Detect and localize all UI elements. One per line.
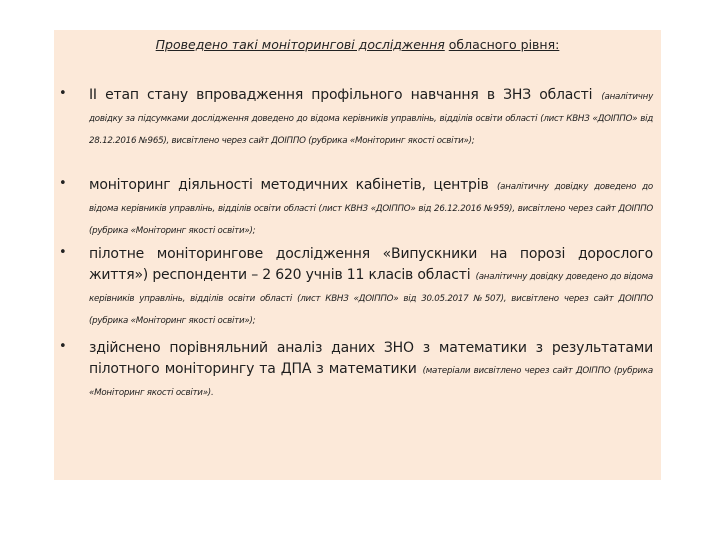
list-item-text	[89, 84, 653, 150]
item-note-text: (аналітичну довідку доведено до відома керівників управлінь, відділів освіти області (лист КВНЗ «ДОІППО» від 26.12.2016 №959), висвітлено через сайт ДОІППО (рубрика «Моніторинг якості освіти»);	[89, 182, 653, 236]
item-main-text: пілотне моніторингове дослідження «Випускники на порозі дорослого життя») респонденти – 2 620 учнів 11 класів області	[89, 246, 653, 283]
item-main-text: здійснено порівняльний аналіз даних ЗНО з математики з результатами пілотного моніторингу та ДПА з математики	[89, 340, 653, 377]
bullet-icon: •	[59, 86, 67, 101]
bullet-icon: •	[59, 339, 67, 354]
content-panel	[54, 30, 661, 480]
title-italic-part: Проведено такі моніторингові дослідження	[155, 37, 445, 52]
slide-title	[54, 37, 661, 52]
item-main-text: ІІ етап стану впровадження профільного навчання в ЗНЗ області	[89, 87, 593, 103]
bullet-icon: •	[59, 176, 67, 191]
item-note-text: (матеріали висвітлено через сайт ДОІППО (рубрика «Моніторинг якості освіти»).	[89, 366, 653, 398]
list-item-text	[89, 174, 653, 240]
title-regular-part: обласного рівня:	[448, 37, 560, 52]
bullet-icon: •	[59, 245, 67, 260]
item-note-text: (аналітичну довідку доведено до відома керівників управлінь, відділів освіти області (лист КВНЗ «ДОІППО» від 30.05.2017 №507), висвітлено через сайт ДОІППО (рубрика «Моніторинг якості освіти»);	[89, 272, 653, 326]
list-item-text	[89, 243, 653, 330]
item-note-text: (аналітичну довідку за підсумками дослідження доведено до відома керівників управлінь, відділів освіти області (лист КВНЗ «ДОІППО» від 28.12.2016 №965), висвітлено через сайт ДОІППО (рубрика «Моніторинг якості освіти»);	[89, 92, 653, 146]
item-main-text: моніторинг діяльності методичних кабінетів, центрів	[89, 177, 489, 193]
list-item-text	[89, 337, 653, 402]
